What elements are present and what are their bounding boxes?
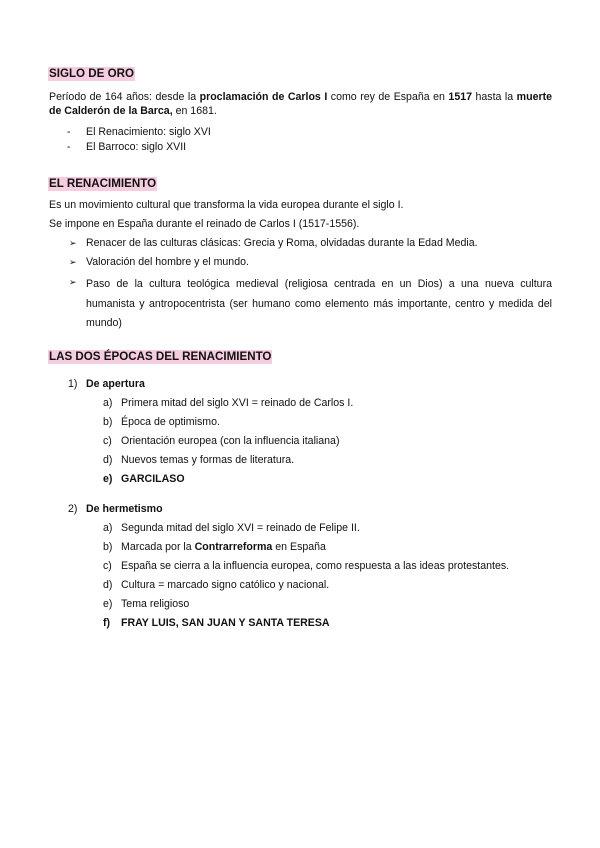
list-item — [121, 578, 329, 592]
list-item: El Barroco: siglo XVII — [86, 141, 187, 153]
list-item — [121, 472, 185, 486]
list-item — [121, 540, 326, 554]
text: Orientación europea (con la influencia italiana) — [121, 435, 340, 447]
item-marker: b) — [103, 541, 113, 553]
text: como rey de España en — [327, 91, 449, 103]
group-number: 2) — [68, 503, 78, 515]
text: Período de 164 años: desde la — [49, 91, 200, 103]
item-marker: c) — [103, 560, 112, 572]
heading-renacimiento: EL RENACIMIENTO — [49, 177, 157, 190]
group-number: 1) — [68, 378, 78, 390]
list-item: Valoración del hombre y el mundo. — [86, 256, 249, 268]
list-item — [121, 415, 220, 429]
bold-text: proclamación de Carlos I — [199, 91, 328, 103]
list-item: El Renacimiento: siglo XVI — [86, 126, 211, 138]
siglo-de-oro-paragraph — [49, 91, 552, 118]
list-item — [121, 396, 353, 410]
item-marker: d) — [103, 579, 113, 591]
text: FRAY LUIS, SAN JUAN Y SANTA TERESA — [121, 617, 330, 629]
bold-text: 1517 — [448, 91, 472, 103]
group-title: De hermetismo — [86, 503, 163, 515]
text: hasta la — [472, 91, 517, 103]
bold-text: Contrarreforma — [194, 541, 273, 553]
text: España se cierra a la influencia europea, como respuesta a las ideas protestantes. — [121, 560, 510, 572]
item-marker: e) — [103, 598, 113, 610]
item-marker: f) — [103, 617, 111, 629]
item-marker: c) — [103, 435, 112, 447]
item-marker: d) — [103, 454, 113, 466]
item-marker: a) — [103, 397, 113, 409]
arrow-bullet-icon: ➢ — [69, 257, 77, 267]
list-item — [121, 559, 509, 573]
text: Época de optimismo. — [121, 416, 220, 428]
text: Marcada por la — [121, 541, 195, 553]
item-marker: a) — [103, 522, 113, 534]
list-item: Renacer de las culturas clásicas: Grecia y Roma, olvidadas durante la Edad Media. — [86, 237, 478, 249]
list-item — [121, 521, 360, 535]
bold-text: muerte de Calderón de la Barca, — [49, 91, 552, 117]
text: Primera mitad del siglo XVI = reinado de Carlos I. — [121, 397, 354, 409]
text: en 1681. — [172, 104, 217, 117]
item-marker: b) — [103, 416, 113, 428]
text: Cultura = marcado signo católico y nacional. — [121, 579, 330, 591]
text-line: Es un movimiento cultural que transforma la vida europea durante el siglo I. — [49, 199, 404, 211]
text-line: Se impone en España durante el reinado de Carlos I (1517-1556). — [49, 218, 360, 230]
heading-siglo-de-oro: SIGLO DE ORO — [49, 67, 135, 80]
dash-marker: - — [67, 141, 71, 153]
list-item — [121, 434, 339, 448]
text: Tema religioso — [121, 598, 190, 610]
dash-marker: - — [67, 126, 71, 138]
group-title: De apertura — [86, 378, 145, 390]
arrow-bullet-icon: ➢ — [69, 277, 77, 287]
heading-epocas: LAS DOS ÉPOCAS DEL RENACIMIENTO — [49, 350, 272, 363]
arrow-bullet-icon: ➢ — [69, 238, 77, 248]
item-marker: e) — [103, 473, 113, 485]
text: en España — [272, 541, 326, 553]
list-item — [121, 453, 294, 467]
text: GARCILASO — [121, 473, 185, 485]
list-item — [121, 597, 189, 611]
text: Segunda mitad del siglo XVI = reinado de Felipe II. — [121, 522, 360, 534]
text: Nuevos temas y formas de literatura. — [121, 454, 295, 466]
list-item — [121, 616, 330, 630]
list-item: Paso de la cultura teológica medieval (religiosa centrada en un Dios) a una nueva cultura humanista y antropocentrista (ser humano como elemento más importante, centro y medida del mundo) — [86, 278, 552, 329]
